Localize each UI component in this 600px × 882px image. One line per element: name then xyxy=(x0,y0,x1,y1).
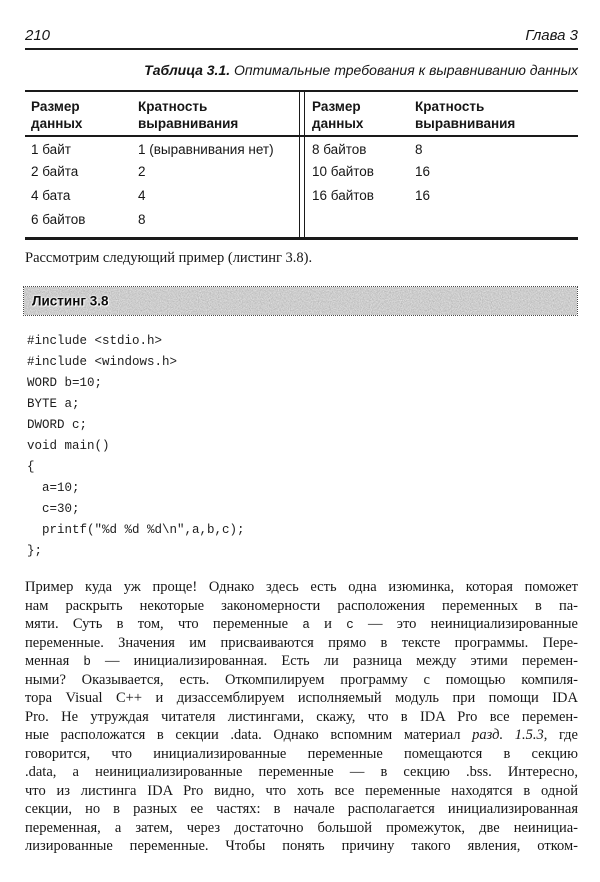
code-line: { xyxy=(27,460,35,474)
paragraph-line: Пример куда уж проще! Однако здесь есть одна изюминка, которая поможет xyxy=(25,579,578,595)
paragraph-line: переменные. Значения им присваиваются прямо в тексте программы. Пере- xyxy=(25,634,578,651)
table-cell: 1 (выравнивания нет) xyxy=(138,142,274,157)
chapter-label: Глава 3 xyxy=(525,27,578,44)
paragraph-line: ными? Оказывается, есть. Откомпилируем программу с помощью компиля- xyxy=(25,671,578,688)
table-cell: 2 байта xyxy=(31,164,79,179)
paragraph-line: секции, но в разных ее частях: в начале располагается инициализированная xyxy=(25,801,578,817)
body-paragraph xyxy=(25,578,578,856)
paragraph-line: тора Visual C++ и дизассемблируем исполняемый модуль при помощи IDA xyxy=(25,690,578,706)
table-cell: 16 xyxy=(415,188,431,203)
table-caption-text: Оптимальные требования к выравниванию данных xyxy=(230,62,578,78)
paragraph-line: менная b — инициализированная. Есть ли разница между этими перемен- xyxy=(25,653,578,669)
listing-title: Листинг 3.8 xyxy=(32,293,109,309)
code-line: BYTE a; xyxy=(27,397,80,411)
table-caption xyxy=(25,62,578,78)
listing-header-bar xyxy=(23,286,578,316)
table-cell: 6 байтов xyxy=(31,212,86,227)
table-cell: 16 байтов xyxy=(312,188,374,203)
code-line: void main() xyxy=(27,439,110,453)
code-line: a=10; xyxy=(27,481,80,495)
table-cell: 4 xyxy=(138,188,146,203)
code-block xyxy=(27,331,245,562)
table-cell: 1 байт xyxy=(31,142,71,157)
paragraph-line: нам раскрыть некоторые закономерности расположения переменных в па- xyxy=(25,597,578,614)
table-header-cell: Кратность выравнивания xyxy=(415,99,516,131)
table-column-divider xyxy=(299,92,305,237)
running-head xyxy=(25,27,578,50)
table-cell: 2 xyxy=(138,164,146,179)
paragraph-line: лизированные переменные. Чтобы понять причину такого явления, отком- xyxy=(25,838,578,854)
code-line: c=30; xyxy=(27,502,80,516)
paragraph-line: Pro. Не утруждая читателя листингами, скажу, что в IDA Pro все перемен- xyxy=(25,708,578,725)
table-header-cell: Размер данных xyxy=(31,99,83,131)
code-line: DWORD c; xyxy=(27,418,88,432)
table-cell: 10 байтов xyxy=(312,164,374,179)
paragraph-line: .data, а неинициализированные переменные — в секцию .bss. Интересно, xyxy=(25,764,578,780)
table-cell: 8 xyxy=(415,142,423,157)
paragraph-line: ные расположатся в секции .data. Однако вспомним материал разд. 1.5.3, где xyxy=(25,727,578,743)
code-line: WORD b=10; xyxy=(27,376,103,390)
table-header-cell: Кратность выравнивания xyxy=(138,99,239,131)
intro-paragraph: Рассмотрим следующий пример (листинг 3.8). xyxy=(25,250,313,266)
paragraph-line: переменная, а затем, через достаточно большой промежуток, две неинициа- xyxy=(25,819,578,836)
table-header-cell: Размер данных xyxy=(312,99,364,131)
code-line: }; xyxy=(27,544,43,558)
table-cell: 8 xyxy=(138,212,146,227)
table-cell: 16 xyxy=(415,164,431,179)
paragraph-line: говорится, что инициализированные переменные помещаются в секцию xyxy=(25,745,578,762)
code-line: printf("%d %d %d\n",a,b,c); xyxy=(27,523,245,537)
table-caption-label: Таблица 3.1. xyxy=(144,62,231,78)
alignment-table xyxy=(25,90,578,240)
table-cell: 8 байтов xyxy=(312,142,367,157)
paragraph-line: мяти. Суть в том, что переменные a и c — это неинициализированные xyxy=(25,616,578,632)
code-line: #include <stdio.h> xyxy=(27,334,163,348)
paragraph-line: что из листинга IDA Pro видно, что хоть все переменные находятся в одной xyxy=(25,782,578,799)
table-cell: 4 бата xyxy=(31,188,71,203)
page-number: 210 xyxy=(25,27,51,44)
code-line: #include <windows.h> xyxy=(27,355,178,369)
